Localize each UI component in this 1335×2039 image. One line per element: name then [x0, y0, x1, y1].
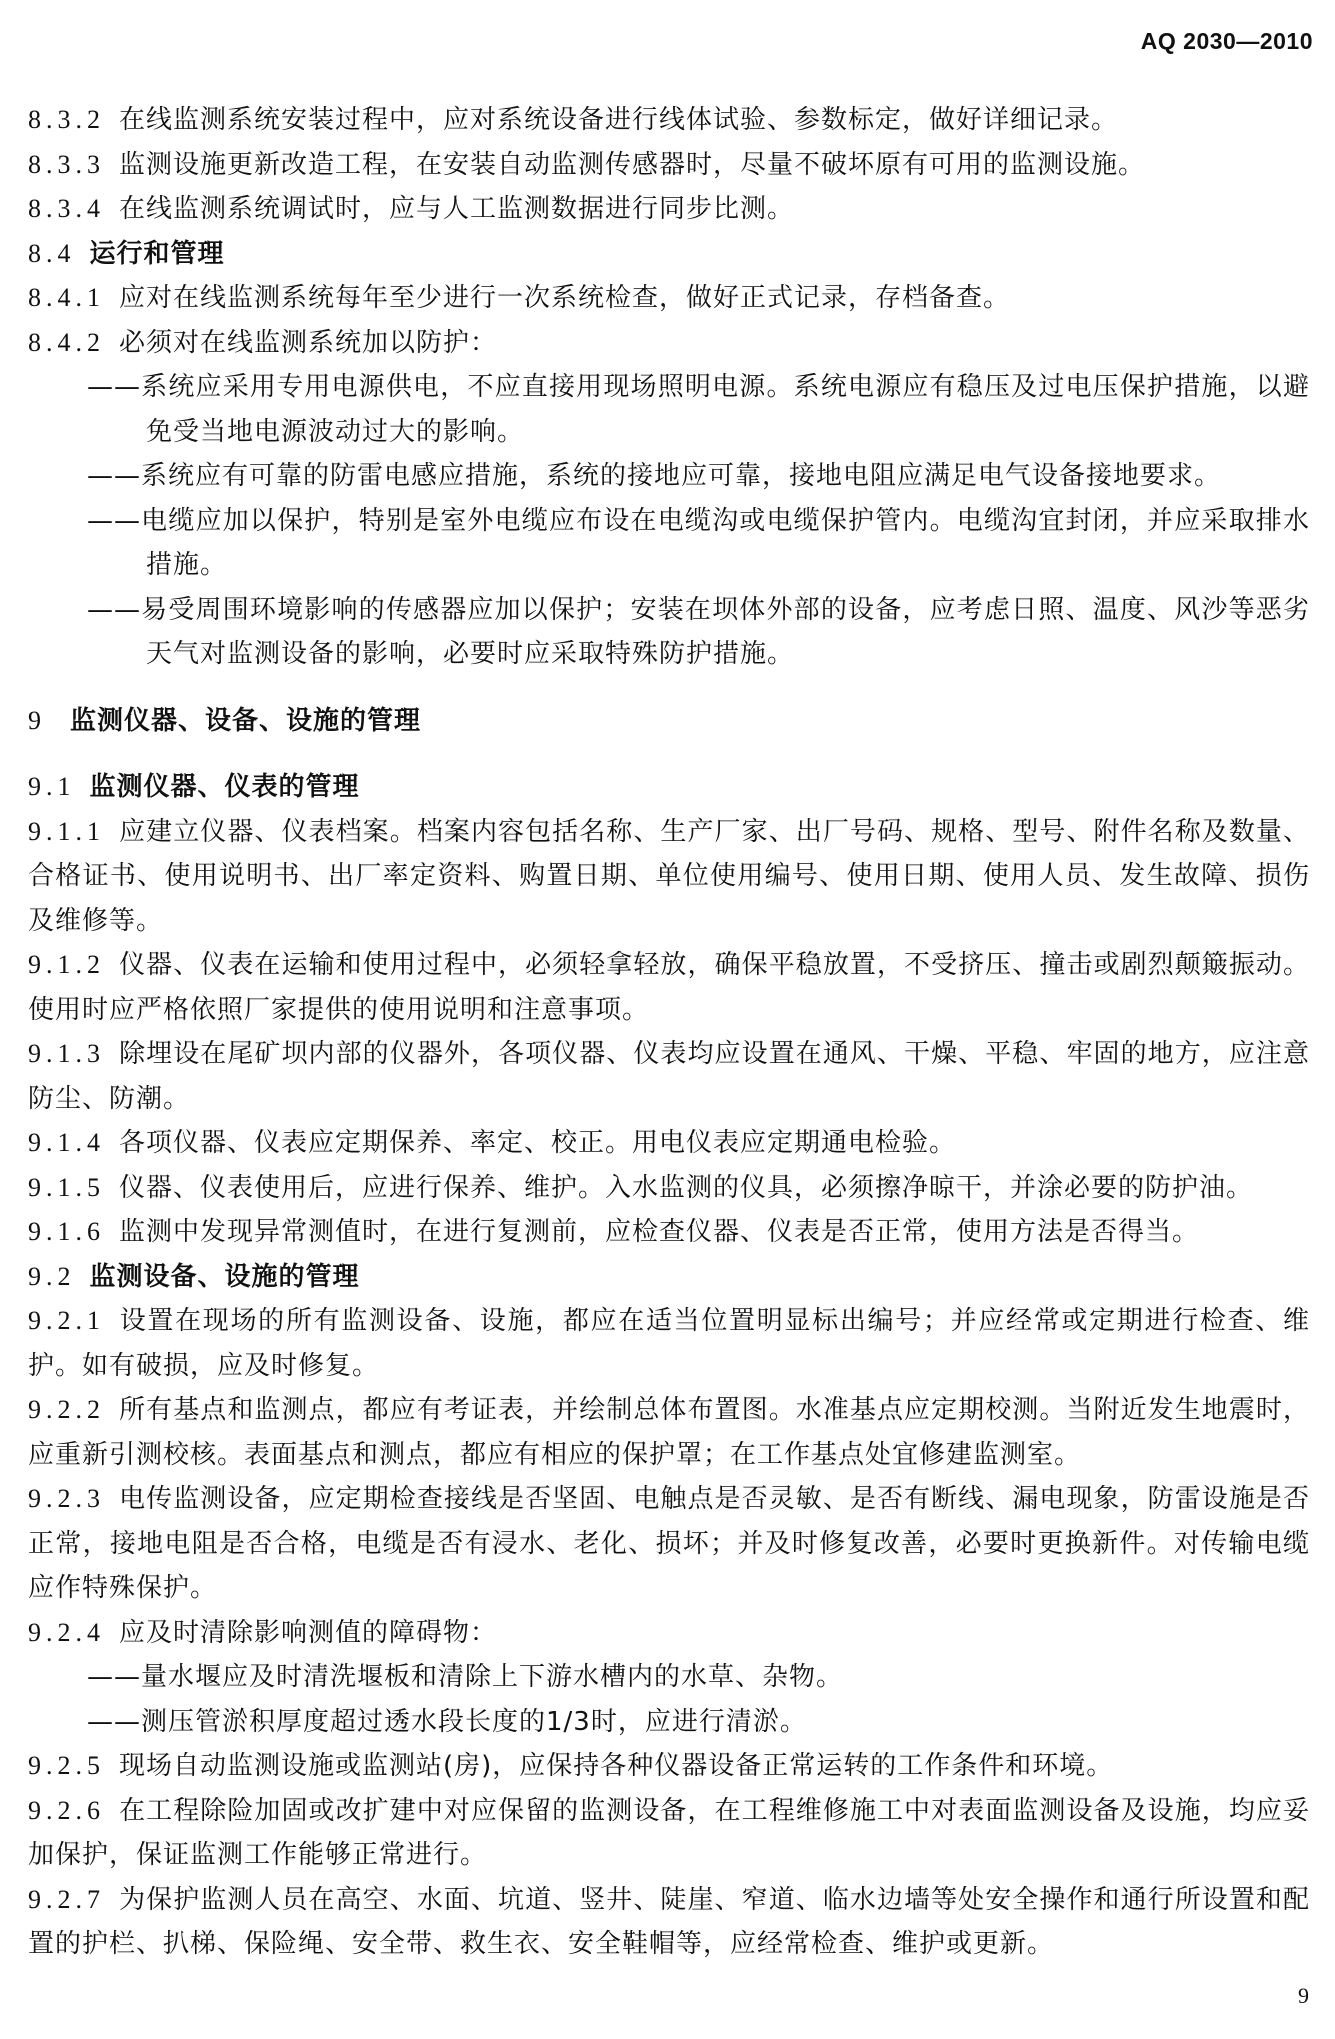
- clause-number: 8.4.1: [28, 283, 105, 312]
- document-body: [28, 98, 1310, 1967]
- clause-9-2-1: [28, 1299, 1310, 1388]
- clause-9-1-2: [28, 943, 1310, 1032]
- list-item: ——易受周围环境影响的传感器应加以保护；安装在坝体外部的设备，应考虑日照、温度、风沙等恶劣天气对监测设备的影响，必要时应采取特殊防护措施。: [87, 594, 1310, 669]
- clause-text: 仪器、仪表使用后，应进行保养、维护。入水监测的仪具，必须擦净晾干，并涂必要的防护油。: [119, 1172, 1254, 1203]
- document-code-header: AQ 2030—2010: [1140, 28, 1313, 54]
- section-number: 8.4: [28, 238, 76, 268]
- clause-number: 9.1.3: [28, 1039, 105, 1068]
- clause-9-1-5: [28, 1166, 1310, 1211]
- section-heading-8-4: [28, 232, 1310, 277]
- list-item: ——测压管淤积厚度超过透水段长度的1/3时，应进行清淤。: [87, 1706, 807, 1737]
- clause-text: 应及时清除影响测值的障碍物：: [119, 1617, 498, 1648]
- clause-text: 监测设施更新改造工程，在安装自动监测传感器时，尽量不破坏原有可用的监测设施。: [119, 149, 1146, 180]
- clause-number: 8.3.4: [28, 194, 105, 223]
- clause-number: 8.3.2: [28, 105, 105, 134]
- clause-number: 9.2.7: [28, 1884, 105, 1914]
- clause-number: 8.3.3: [28, 149, 105, 179]
- clause-9-2-7: [28, 1878, 1310, 1967]
- clause-text: 为保护监测人员在高空、水面、坑道、竖井、陡崖、窄道、临水边墙等处安全操作和通行所设置和配置的护栏、扒梯、保险绳、安全带、救生衣、安全鞋帽等，应经常检查、维护或更新。: [28, 1884, 1310, 1959]
- clause-8-3-3: [28, 143, 1310, 188]
- section-number: 9.1: [28, 772, 76, 801]
- clause-8-3-2: [28, 98, 1310, 143]
- clause-number: 9.1.1: [28, 816, 105, 846]
- clause-text: 所有基点和监测点，都应有考证表，并绘制总体布置图。水准基点应定期校测。当附近发生地震时，应重新引测校核。表面基点和测点，都应有相应的保护罩；在工作基点处宜修建监测室。: [28, 1395, 1310, 1470]
- list-item: ——系统应有可靠的防雷电感应措施，系统的接地应可靠，接地电阻应满足电气设备接地要求。: [87, 461, 1222, 491]
- clause-text: 应建立仪器、仪表档案。档案内容包括名称、生产厂家、出厂号码、规格、型号、附件名称及数量、合格证书、使用说明书、出厂率定资料、购置日期、单位使用编号、使用日期、使用人员、发生故障、损伤及维修等。: [28, 816, 1310, 936]
- section-title: 监测设备、设施的管理: [89, 1261, 360, 1292]
- clause-number: 9.1.4: [28, 1128, 105, 1157]
- clause-number: 8.4.2: [28, 327, 105, 357]
- clause-text: 现场自动监测设施或监测站(房)，应保持各种仪器设备正常运转的工作条件和环境。: [119, 1751, 1114, 1781]
- clause-9-1-1: [28, 810, 1310, 944]
- list-item: ——电缆应加以保护，特别是室外电缆应布设在电缆沟或电缆保护管内。电缆沟宜封闭，并应采取排水措施。: [87, 505, 1310, 580]
- section-number: 9.2: [28, 1261, 76, 1291]
- clause-text: 必须对在线监测系统加以防护：: [119, 327, 498, 358]
- clause-number: 9.2.2: [28, 1395, 105, 1424]
- clause-text: 设置在现场的所有监测设备、设施，都应在适当位置明显标出编号；并应经常或定期进行检查、维护。如有破损，应及时修复。: [28, 1306, 1310, 1381]
- chapter-heading-9: [28, 699, 1310, 744]
- clause-9-1-3: [28, 1032, 1310, 1121]
- clause-number: 9.2.3: [28, 1484, 105, 1513]
- clause-number: 9.2.5: [28, 1751, 105, 1780]
- section-title: 运行和管理: [89, 238, 225, 269]
- clause-9-2-2: [28, 1388, 1310, 1477]
- clause-text: 在线监测系统调试时，应与人工监测数据进行同步比测。: [119, 194, 795, 224]
- clause-9-1-6: [28, 1210, 1310, 1255]
- clause-text: 除埋设在尾矿坝内部的仪器外，各项仪器、仪表均应设置在通风、干燥、平稳、牢固的地方，应注意防尘、防潮。: [28, 1039, 1310, 1114]
- clause-number: 9.2.1: [28, 1306, 105, 1335]
- clause-9-2-6: [28, 1789, 1310, 1878]
- section-title: 监测仪器、仪表的管理: [89, 772, 360, 802]
- clause-8-3-4: [28, 187, 1310, 232]
- clause-number: 9.1.6: [28, 1217, 105, 1246]
- clause-9-2-5: [28, 1744, 1310, 1789]
- clause-9-2-4: [28, 1611, 1310, 1656]
- clause-number: 9.1.5: [28, 1172, 105, 1202]
- clause-9-1-4: [28, 1121, 1310, 1166]
- clause-text: 在线监测系统安装过程中，应对系统设备进行线体试验、参数标定，做好详细记录。: [119, 105, 1119, 135]
- list-item: ——系统应采用专用电源供电，不应直接用现场照明电源。系统电源应有稳压及过电压保护措施，以避免受当地电源波动过大的影响。: [87, 372, 1310, 447]
- chapter-title: 监测仪器、设备、设施的管理: [70, 705, 422, 736]
- chapter-number: 9: [28, 705, 46, 735]
- list-item: ——量水堰应及时清洗堰板和清除上下游水槽内的水草、杂物。: [87, 1662, 844, 1692]
- clause-9-2-3: [28, 1477, 1310, 1611]
- clause-number: 9.2.6: [28, 1795, 105, 1825]
- page-number: 9: [1298, 1983, 1309, 2008]
- section-heading-9-1: [28, 765, 1310, 810]
- clause-text: 监测中发现异常测值时，在进行复测前，应检查仪器、仪表是否正常，使用方法是否得当。: [119, 1217, 1200, 1247]
- clause-8-4-1: [28, 276, 1310, 321]
- clause-number: 9.1.2: [28, 950, 105, 979]
- clause-text: 各项仪器、仪表应定期保养、率定、校正。用电仪表应定期通电检验。: [119, 1128, 957, 1158]
- clause-text: 应对在线监测系统每年至少进行一次系统检查，做好正式记录，存档备查。: [119, 283, 1011, 313]
- clause-text: 电传监测设备，应定期检查接线是否坚固、电触点是否灵敏、是否有断线、漏电现象，防雷设施是否正常，接地电阻是否合格，电缆是否有浸水、老化、损坏；并及时修复改善，必要时更换新件。对传输电缆应作特殊保护。: [28, 1484, 1310, 1603]
- section-heading-9-2: [28, 1255, 1310, 1300]
- clause-text: 在工程除险加固或改扩建中对应保留的监测设备，在工程维修施工中对表面监测设备及设施，均应妥加保护，保证监测工作能够正常进行。: [28, 1795, 1310, 1870]
- clause-number: 9.2.4: [28, 1617, 105, 1647]
- clause-8-4-2: [28, 321, 1310, 366]
- clause-text: 仪器、仪表在运输和使用过程中，必须轻拿轻放，确保平稳放置，不受挤压、撞击或剧烈颠簸振动。使用时应严格依照厂家提供的使用说明和注意事项。: [28, 950, 1310, 1025]
